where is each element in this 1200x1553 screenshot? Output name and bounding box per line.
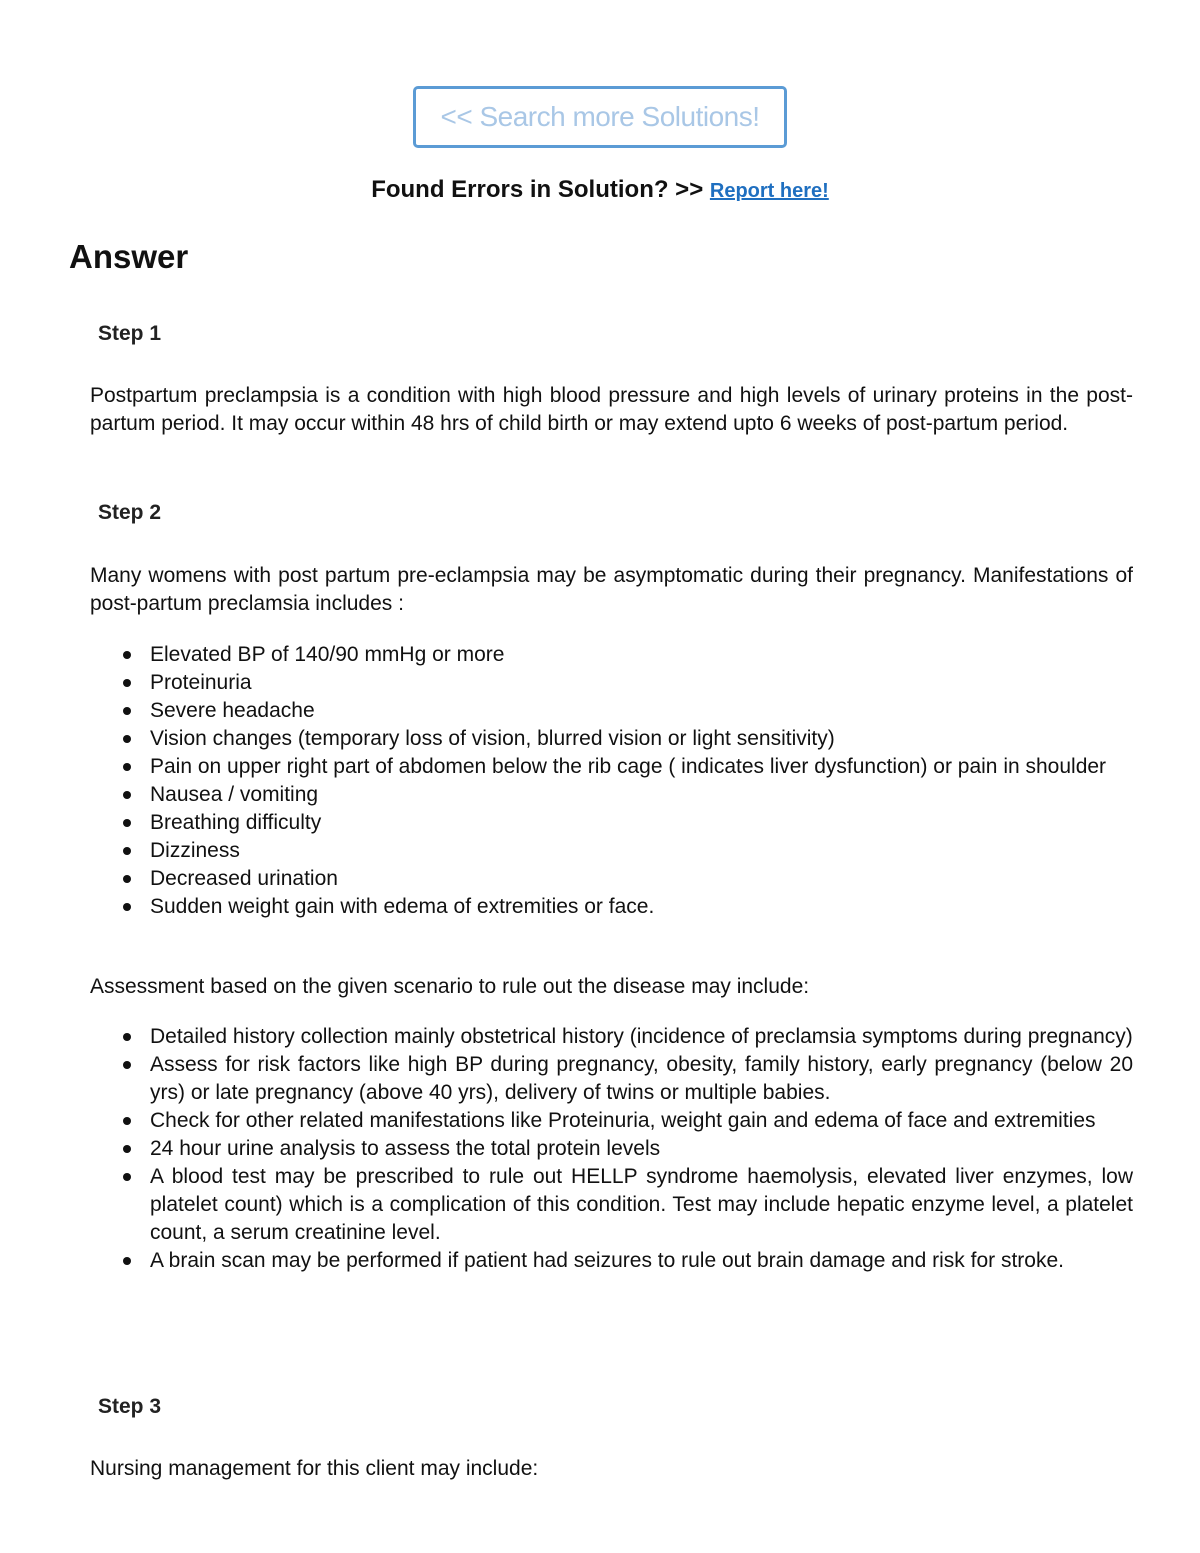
bullet-icon: [123, 1061, 131, 1069]
list-item: Elevated BP of 140/90 mmHg or more: [150, 641, 1133, 669]
bullet-icon: [123, 651, 131, 659]
list-item: Sudden weight gain with edema of extremities or face.: [150, 893, 1133, 921]
list-item: Nausea / vomiting: [150, 781, 1133, 809]
list-item: 24 hour urine analysis to assess the total protein levels: [150, 1135, 1133, 1163]
report-here-link[interactable]: Report here!: [709, 180, 829, 202]
list-item: Check for other related manifestations like Proteinuria, weight gain and edema of face and extremities: [150, 1107, 1133, 1135]
step-2-paragraph: Many womens with post partum pre-eclampsia may be asymptomatic during their pregnancy. Manifestations of post-partum preclamsia includes :: [90, 564, 1133, 615]
bullet-icon: [123, 735, 131, 743]
list-item: Breathing difficulty: [150, 809, 1133, 837]
assessment-list: [150, 1023, 1133, 1275]
bullet-icon: [123, 819, 131, 827]
assessment-intro: Assessment based on the given scenario to rule out the disease may include:: [90, 975, 810, 998]
step-3-paragraph: Nursing management for this client may include:: [90, 1457, 539, 1480]
bullet-icon: [123, 1257, 131, 1265]
list-item: Detailed history collection mainly obstetrical history (incidence of preclamsia symptoms during pregnancy): [150, 1023, 1133, 1051]
list-item: A brain scan may be performed if patient had seizures to rule out brain damage and risk for stroke.: [150, 1247, 1133, 1275]
search-more-solutions-button[interactable]: << Search more Solutions!: [413, 86, 787, 148]
bullet-icon: [123, 847, 131, 855]
bullet-icon: [123, 903, 131, 911]
answer-heading: Answer: [69, 238, 189, 275]
found-errors-banner: [0, 176, 1200, 204]
step-1-paragraph: Postpartum preclampsia is a condition with high blood pressure and high levels of urinary proteins in the post-partum period. It may occur within 48 hrs of child birth or may extend upto 6 weeks of post-partum period.: [90, 384, 1133, 435]
step-3-label: Step 3: [98, 1395, 162, 1418]
bullet-icon: [123, 875, 131, 883]
bullet-icon: [123, 791, 131, 799]
list-item: Pain on upper right part of abdomen below the rib cage ( indicates liver dysfunction) or pain in shoulder: [150, 753, 1133, 781]
list-item: Severe headache: [150, 697, 1133, 725]
found-errors-text: Found Errors in Solution? >>: [371, 176, 704, 203]
list-item: A blood test may be prescribed to rule out HELLP syndrome haemolysis, elevated liver enzymes, low platelet count) which is a complication of this condition. Test may include hepatic enzyme level, a platelet count, a serum creatinine level.: [150, 1163, 1133, 1247]
list-item: Assess for risk factors like high BP during pregnancy, obesity, family history, early pregnancy (below 20 yrs) or late pregnancy (above 40 yrs), delivery of twins or multiple babies.: [150, 1051, 1133, 1107]
bullet-icon: [123, 707, 131, 715]
step-1-label: Step 1: [98, 322, 162, 345]
step-2-label: Step 2: [98, 501, 162, 524]
list-item: Dizziness: [150, 837, 1133, 865]
bullet-icon: [123, 1173, 131, 1181]
bullet-icon: [123, 763, 131, 771]
list-item: Proteinuria: [150, 669, 1133, 697]
bullet-icon: [123, 1117, 131, 1125]
bullet-icon: [123, 1033, 131, 1041]
list-item: Decreased urination: [150, 865, 1133, 893]
manifestations-list: [150, 641, 1133, 921]
bullet-icon: [123, 1145, 131, 1153]
list-item: Vision changes (temporary loss of vision, blurred vision or light sensitivity): [150, 725, 1133, 753]
bullet-icon: [123, 679, 131, 687]
